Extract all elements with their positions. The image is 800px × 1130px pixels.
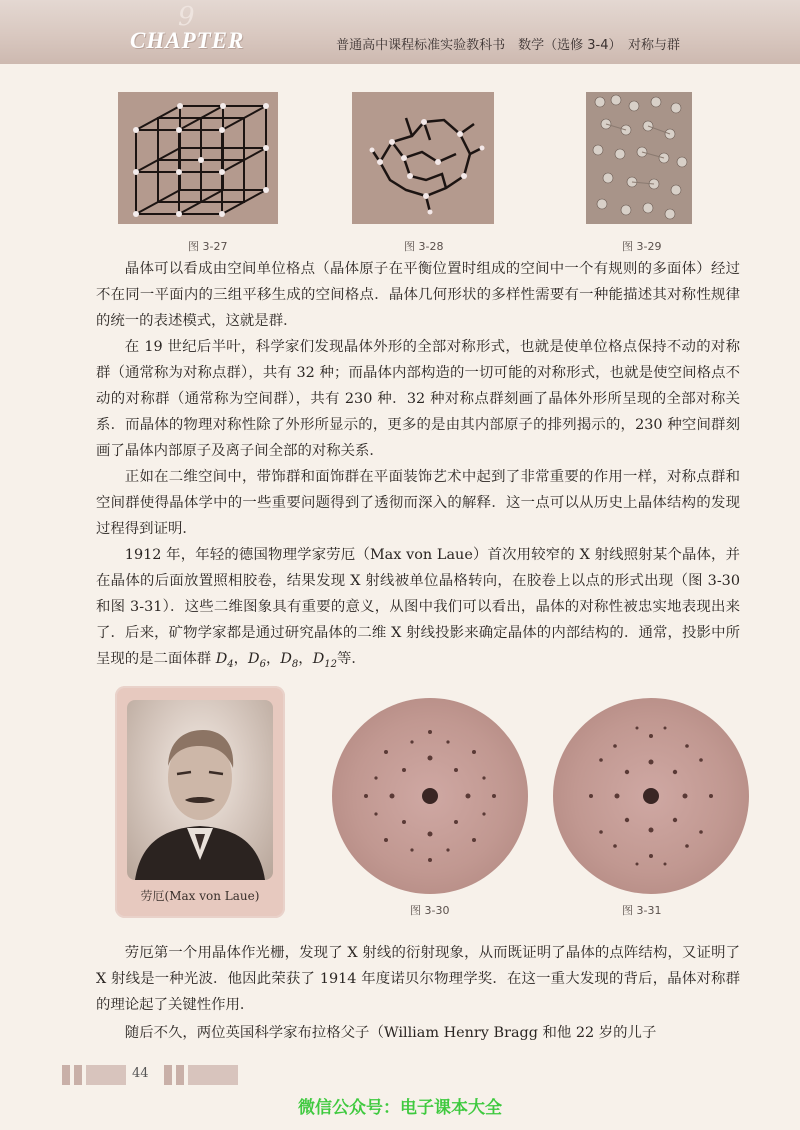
figure-3-27-lattice <box>118 92 278 224</box>
caption-fig-3-29: 图 3-29 <box>622 240 662 253</box>
header-ghost-number: 9 <box>178 2 195 32</box>
page-header <box>0 0 800 64</box>
laue-portrait <box>127 700 273 880</box>
dihedral-d6: $D_6$ <box>248 651 266 670</box>
footer-decoration-right <box>164 1063 244 1087</box>
figure-3-29-ball-model <box>586 92 692 224</box>
caption-fig-3-28: 图 3-28 <box>404 240 444 253</box>
cubic-lattice-illustration <box>118 92 278 224</box>
paragraph-lattice: 晶体可以看成由空间单位格点（晶体原子在平衡位置时组成的空间中一个有规则的多面体）经过不在同一平面内的三组平移生成的空间格点．晶体几何形状的多样性需要有一种能描述其对称性规律的统一的表述模式，这就是群． <box>96 261 740 329</box>
portrait-frame <box>115 686 285 918</box>
portrait-illustration <box>127 700 273 880</box>
xray-dots-3-30 <box>332 698 528 894</box>
caption-fig-3-27: 图 3-27 <box>188 240 228 253</box>
footer-decoration <box>62 1063 132 1087</box>
figure-3-28-molecule <box>352 92 494 224</box>
figure-3-31-xray-pattern <box>553 698 749 894</box>
molecule-illustration <box>352 92 494 224</box>
chapter-label: CHAPTER <box>130 28 245 53</box>
book-title: 普通高中课程标准实验教科书 数学（选修 3-4） 对称与群 <box>336 38 680 53</box>
caption-fig-3-31: 图 3-31 <box>622 904 662 917</box>
dihedral-d4: $D_4$ <box>215 651 234 670</box>
watermark: 微信公众号：电子课本大全 <box>298 1098 502 1118</box>
dihedral-d8: $D_8$ <box>280 651 299 670</box>
portrait-caption: 劳厄(Max von Laue) <box>140 889 260 903</box>
caption-fig-3-30: 图 3-30 <box>410 904 450 917</box>
paragraph-point-groups: 在 19 世纪后半叶，科学家们发现晶体外形的全部对称形式，也就是使单位格点保持不动的对称群（通常称为对称点群），共有 32 种；而晶体内部构造的一切可能的对称形式，也就是使空间格点不动的对称群（通常称为空间群），共有 230 种．32 种对称点群刻画了晶体外形所呈现的全部对称关系．而晶体的物理对称性除了外形所显示的，更多的是由其内部原子的排列揭示的，230 种空间群刻画了晶体内部原子及离子间全部的对称关系． <box>96 339 740 459</box>
paragraph-laue-text: 1912 年，年轻的德国物理学家劳厄（Max von Laue）首次用较窄的 X 射线照射某个晶体，并在晶体的后面放置照相胶卷，结果发现 X 射线被单位晶格转向，在胶卷上以点的形式出现（图 3-30 和图 3-31）．这些二维图象具有重要的意义，从图中我们可以看出，晶体的对称性被忠实地表现出来了．后来，矿物学家都是通过研究晶体的二维 X 射线投影来确定晶体的内部结构的．通常，投影中所呈现的是二面体群 <box>96 547 740 667</box>
paragraph-laue-1912: 1912 年，年轻的德国物理学家劳厄（Max von Laue）首次用较窄的 X 射线照射某个晶体，并在晶体的后面放置照相胶卷，结果发现 X 射线被单位晶格转向，在胶卷上以点的形式出现（图 3-30 和图 3-31）．这些二维图象具有重要的意义，从图中我们可以看出，晶体的对称性被忠实地表现出来了．后来，矿物学家都是通过研究晶体的二维 X 射线投影来确定晶体的内部结构的．通常，投影中所呈现的是二面体群 $D_4$，$D_6$，$D_8$，$D_{12}$等． <box>96 547 740 670</box>
dihedral-d12: $D_{12}$ <box>312 651 337 670</box>
paragraph-laue-discovery: 劳厄第一个用晶体作光栅，发现了 X 射线的衍射现象，从而既证明了晶体的点阵结构，又证明了 X 射线是一种光波．他因此荣获了 1914 年度诺贝尔物理学奖．在这一重大发现的背后，晶体对称群的理论起了关键性作用． <box>96 945 740 1013</box>
xray-dots-3-31 <box>553 698 749 894</box>
paragraph-bragg: 随后不久，两位英国科学家布拉格父子（William Henry Bragg 和他 22 岁的儿子 <box>124 1025 657 1041</box>
figure-3-30-xray-pattern <box>332 698 528 894</box>
page-number: 44 <box>132 1066 149 1081</box>
paragraph-symmetry-groups: 正如在二维空间中，带饰群和面饰群在平面装饰艺术中起到了非常重要的作用一样，对称点群和空间群使得晶体学中的一些重要问题得到了透彻而深入的解释．这一点可以从历史上晶体结构的发现过程得到证明． <box>96 469 740 537</box>
ball-model-illustration <box>586 92 692 224</box>
